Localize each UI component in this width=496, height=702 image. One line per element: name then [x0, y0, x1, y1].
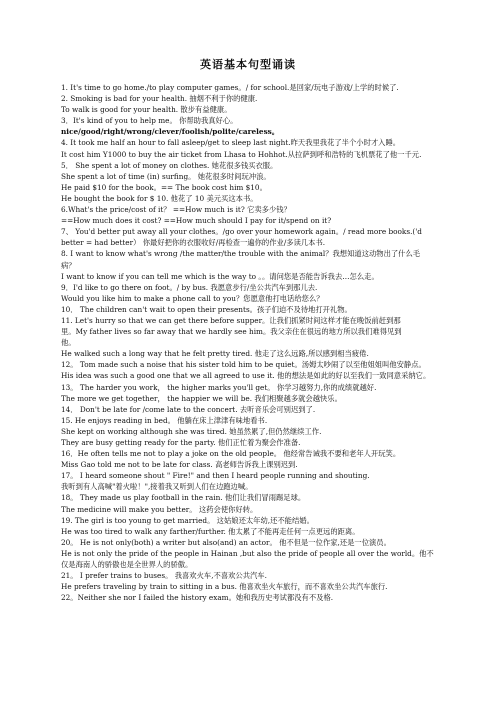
- text-line: 7、 You'd better put away all your clothes。/go over your homework again。/ read more books.('d: [61, 227, 422, 237]
- text-line: nice/good/right/wrong/clever/foolish/polite/careless。: [61, 127, 280, 137]
- sentence-list: [61, 82, 459, 603]
- text-line: He is not only the pride of the people in Hainan ,but also the pride of people all over the world。他不: [61, 548, 434, 558]
- text-line: 13。 The harder you work， the higher marks you'll get。 你学习越努力,你的成绩就越好.: [61, 382, 377, 392]
- text-line: 12。 Tom made such a noise that his sister told him to be quiet。汤姆太吵闹了以至他姐姐叫他安静点。: [61, 360, 426, 370]
- text-line: He bought the book for $ 10. 他花了 10 美元买这本书。: [61, 193, 258, 203]
- text-line: 14． Don't be late for /come late to the concert. 去听音乐会可别迟到了.: [61, 404, 316, 414]
- text-line: 11. Let's hurry so that we can get there before supper。让我们抓紧时间这样才能在晚饭前赶到那: [61, 315, 401, 325]
- text-line: It cost him Y1000 to buy the air ticket from Lhasa to Hohhot.从拉萨到呼和浩特的飞机票花了他一千元.: [61, 149, 422, 159]
- text-line: 8. I want to know what's wrong /the matter/the trouble with the animal？我想知道这动物出了什么毛: [61, 249, 421, 259]
- text-line: ==How much does it cost? ==How much should I pay for it/spend on it?: [61, 216, 332, 226]
- text-line: 仅是海南人的骄傲也是全世界人的骄傲。: [61, 560, 193, 570]
- text-line: 20。 He is not only(both) a writer but also(and) an actor。 他不但是一位作家,还是一位演员。: [61, 537, 391, 547]
- text-line: 16．He often tells me not to play a joke on the old people。 他经常告诫我不要和老年人开玩笑。: [61, 449, 401, 459]
- text-line: 5． She spent a lot of money on clothes. 她花很多钱买衣服。: [61, 160, 278, 170]
- text-line: They are busy getting ready for the party. 他们正忙着为聚会作准备.: [61, 438, 301, 447]
- text-line: 10． The children can't wait to open their presents。孩子们迫不及待地打开礼物。: [61, 304, 352, 314]
- text-line: 我听到有人高喊"着火啦！",接着我又听到人们在边跑边喊。: [61, 482, 253, 492]
- text-line: 3．It's kind of you to help me。 你帮助我真好心。: [61, 116, 238, 126]
- text-line: 2. Smoking is bad for your health. 抽烟不利于你的健康.: [61, 94, 258, 104]
- text-line: She spent a lot of time (in) surfing。 她花很多时间玩冲浪。: [61, 171, 271, 181]
- text-line: The more we get together， the happier we will be. 我们相聚越多就会越快乐。: [61, 393, 342, 403]
- text-line: 1. It's time to go home./to play computer games。/ for school.是回家/玩电子游戏/上学的时候了.: [61, 83, 399, 92]
- text-line: The medicine will make you better。 这药会使你好转。: [61, 504, 258, 514]
- text-line: 21。 I prefer trains to buses。 我喜欢火车,不喜欢公共汽车.: [61, 571, 267, 581]
- text-line: 6.What's the price/cost of it？ ==How much is it? 它卖多少钱？: [61, 205, 291, 215]
- text-line: His idea was such a good one that we all agreed to use it. 他的想法是如此的好以至我们一致同意采纳它。: [61, 371, 431, 381]
- text-line: 17。 I heard someone shout " Fire!" and then I heard people running and shouting.: [61, 471, 370, 481]
- text-line: 9．I'd like to go there on foot。/ by bus. 我愿意步行/坐公共汽车到那儿去.: [61, 282, 318, 292]
- text-line: better = had better） 你最好把你的衣服收好/再检查一遍你的作业/多读几本书.: [61, 238, 326, 248]
- text-line: 病？: [61, 260, 76, 270]
- text-line: Miss Gao told me not to be late for class. 高老师告诉我上课别迟到.: [61, 460, 298, 470]
- text-line: 4. It took me half an hour to fall asleep/get to sleep last night.昨天我里我花了半个小时才入睡。: [61, 138, 401, 148]
- text-line: He was too tired to walk any farther/further. 他太累了不能再走任何一点更远的距离。: [61, 526, 360, 536]
- text-line: I want to know if you can tell me which is the way to 。。请问您是否能告诉我去…怎么走。: [61, 271, 379, 281]
- text-line: He paid $10 for the book。== The book cost him $10。: [61, 182, 267, 192]
- text-line: She kept on working although she was tired. 她虽然累了,但仍然继续工作.: [61, 426, 322, 436]
- text-line: 里。My father lives so far away that we hardly see him。我父亲住在很远的地方所以我们难得见到: [61, 327, 402, 337]
- text-line: 15. He enjoys reading in bed。 他躺在床上津津有味地看书.: [61, 415, 268, 425]
- text-line: Would you like him to make a phone call to you？您愿意他打电话给您么？: [61, 293, 324, 303]
- text-line: To walk is good for your health. 散步有益健康。: [61, 105, 232, 115]
- text-line: 19. The girl is too young to get married。 这姑娘还太年幼,还不能结婚。: [61, 515, 314, 525]
- text-line: He walked such a long way that he felt pretty tired. 他走了这么远路,所以感到相当疲倦.: [61, 349, 369, 359]
- text-line: He prefers traveling by train to sitting in a bus. 他喜欢坐火车旅行，而不喜欢坐公共汽车旅行.: [61, 582, 388, 592]
- text-line: 他。: [61, 338, 76, 348]
- text-line: 18。 They made us play football in the rain. 他们让我们冒雨踢足球。: [61, 493, 306, 503]
- text-line: 22。Neither she nor I failed the history exam。她和我历史考试都没有不及格.: [61, 593, 334, 603]
- page-title: 英语基本句型诵读: [200, 58, 296, 71]
